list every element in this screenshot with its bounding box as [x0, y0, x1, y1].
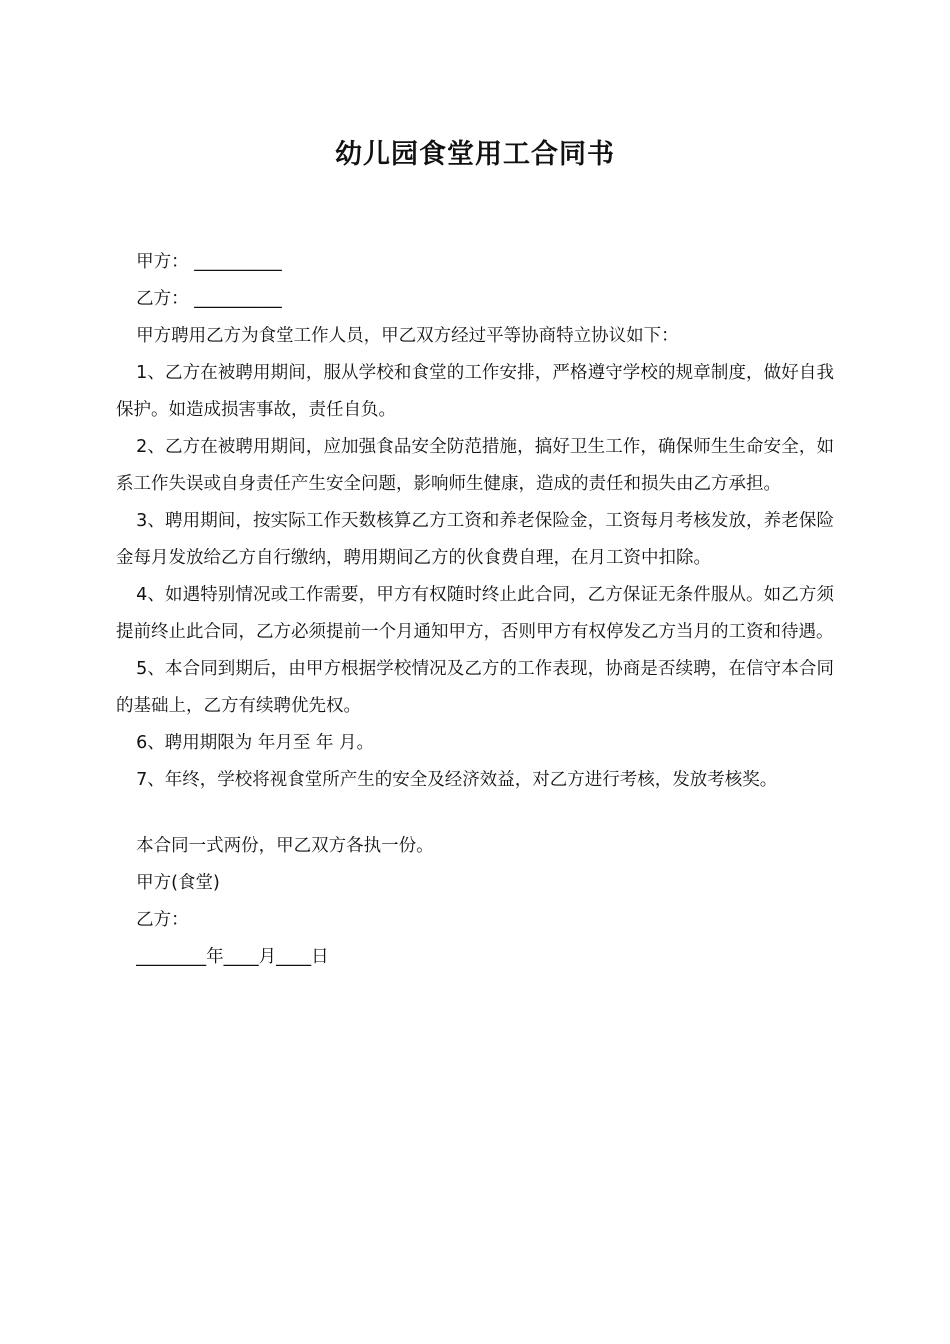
- clause-1: 1、乙方在被聘用期间，服从学校和食堂的工作安排，严格遵守学校的规章制度，做好自我保护。如造成损害事故，责任自负。: [116, 363, 834, 420]
- document-body: [116, 244, 834, 976]
- document-title: 幼儿园食堂用工合同书: [335, 139, 615, 170]
- clause-3: 3、聘用期间，按实际工作天数核算乙方工资和养老保险金，工资每月考核发放，养老保险金每月发放给乙方自行缴纳，聘用期间乙方的伙食费自理，在月工资中扣除。: [116, 511, 834, 568]
- intro-paragraph: 甲方聘用乙方为食堂工作人员，甲乙双方经过平等协商特立协议如下：: [136, 326, 679, 346]
- paragraph-spacer: [116, 799, 834, 828]
- party-a-line: 甲方： __________: [136, 252, 282, 272]
- party-b-line: 乙方： __________: [136, 289, 282, 309]
- clause-4: 4、如遇特别情况或工作需要，甲方有权随时终止此合同，乙方保证无条件服从。如乙方须提前终止此合同，乙方必须提前一个月通知甲方，否则甲方有权停发乙方当月的工资和待遇。: [116, 585, 834, 642]
- clause-7: 7、年终，学校将视食堂所产生的安全及经济效益，对乙方进行考核，发放考核奖。: [136, 770, 778, 790]
- signature-party-a: 甲方(食堂): [136, 873, 220, 893]
- date-line: ________年____月____日: [136, 947, 329, 967]
- clause-6: 6、聘用期限为 年月至 年 月。: [136, 733, 374, 753]
- clause-2: 2、乙方在被聘用期间，应加强食品安全防范措施，搞好卫生工作，确保师生生命安全，如系工作失误或自身责任产生安全问题，影响师生健康，造成的责任和损失由乙方承担。: [116, 437, 834, 494]
- copies-note: 本合同一式两份，甲乙双方各执一份。: [136, 836, 434, 856]
- signature-party-b: 乙方：: [136, 910, 189, 930]
- clause-5: 5、本合同到期后，由甲方根据学校情况及乙方的工作表现，协商是否续聘，在信守本合同的基础上，乙方有续聘优先权。: [116, 659, 834, 716]
